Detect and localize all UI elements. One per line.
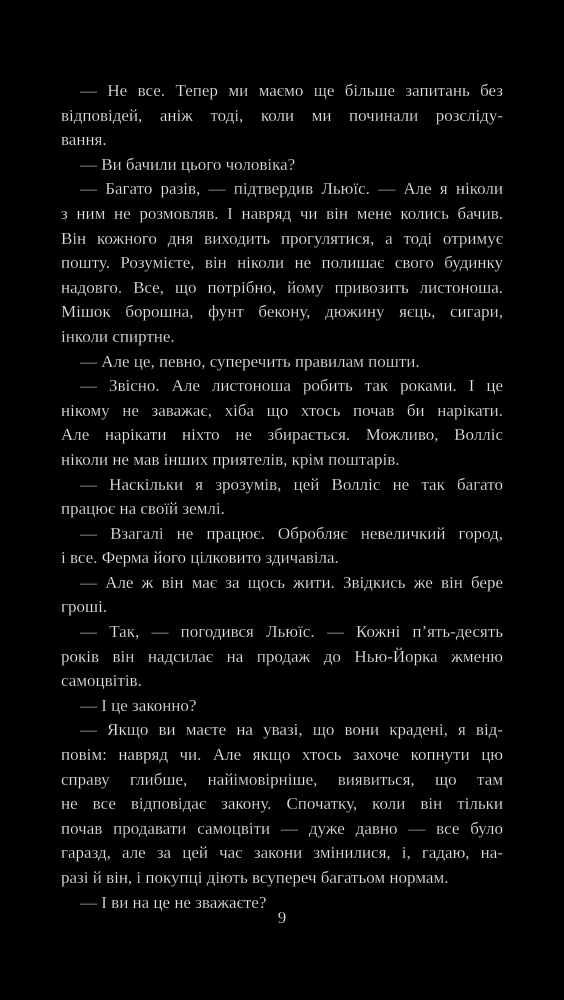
text-line: справу глибше, найімовірніше, виявиться, що там: [61, 769, 503, 789]
text-line: самоцвітів.: [61, 671, 142, 691]
body-text: [61, 79, 503, 915]
text-line: почав продавати самоцвіти — дуже давно — все було: [61, 818, 503, 838]
text-line: років він надсилає на продаж до Нью-Йорка жменю: [61, 646, 503, 666]
text-line: — Так, — погодився Льюїс. — Кожні п’ять-десять: [80, 622, 503, 642]
text-line: повім: навряд чи. Але якщо хтось захоче копнути цю: [61, 745, 503, 765]
text-line: Мішок борошна, фунт бекону, дюжину яєць, сигари,: [61, 302, 503, 322]
text-line: відповідей, аніж тоді, коли ми починали розсліду-: [61, 105, 503, 125]
text-line: — Але ж він має за щось жити. Звідкись же він бере: [80, 572, 503, 592]
text-line: — І це законно?: [80, 695, 197, 715]
text-line: — І ви на це не зважаєте?: [80, 892, 267, 912]
text-line: з ним не розмовляв. І навряд чи він мене колись бачив.: [61, 203, 503, 223]
text-line: — Взагалі не працює. Обробляє невеличкий город,: [80, 523, 503, 543]
text-line: працює на своїй землі.: [61, 499, 225, 519]
text-line: разі й він, і покупці діють всупереч багатьом нормам.: [61, 868, 449, 887]
text-line: — Якщо ви маєте на увазі, що вони крадені, я від-: [80, 720, 503, 740]
text-line: Він кожного дня виходить прогулятися, а тоді отримує: [61, 228, 503, 248]
text-line: — Ви бачили цього чоловіка?: [80, 154, 296, 174]
text-line: інколи спиртне.: [61, 326, 175, 346]
text-line: ніколи не мав інших приятелів, крім поштарів.: [61, 449, 400, 469]
text-line: — Але це, певно, суперечить правилам пошти.: [80, 351, 420, 371]
text-line: гаразд, але за цей час закони змінилися, і, гадаю, на-: [61, 843, 503, 863]
text-line: гроші.: [61, 597, 108, 617]
text-line: вання.: [61, 130, 107, 150]
text-line: Але нарікати ніхто не збирається. Можливо, Волліс: [61, 425, 503, 445]
text-line: нікому не заважає, хіба що хтось почав би нарікати.: [61, 400, 503, 420]
text-line: надовго. Все, що потрібно, йому привозить листоноша.: [61, 277, 503, 297]
text-line: — Звісно. Але листоноша робить так роками. І це: [80, 376, 503, 396]
text-line: — Не все. Тепер ми маємо ще більше запитань без: [80, 81, 503, 100]
text-line: — Багато разів, — підтвердив Льюїс. — Але я ніколи: [80, 179, 503, 199]
text-line: і все. Ферма його цілковито здичавіла.: [61, 548, 339, 568]
text-line: пошту. Розумієте, він ніколи не полишає свого будинку: [61, 253, 503, 273]
text-line: — Наскільки я зрозумів, цей Волліс не так багато: [80, 474, 503, 494]
page-number: 9: [277, 908, 287, 927]
text-line: не все відповідає закону. Спочатку, коли він тільки: [61, 794, 503, 814]
